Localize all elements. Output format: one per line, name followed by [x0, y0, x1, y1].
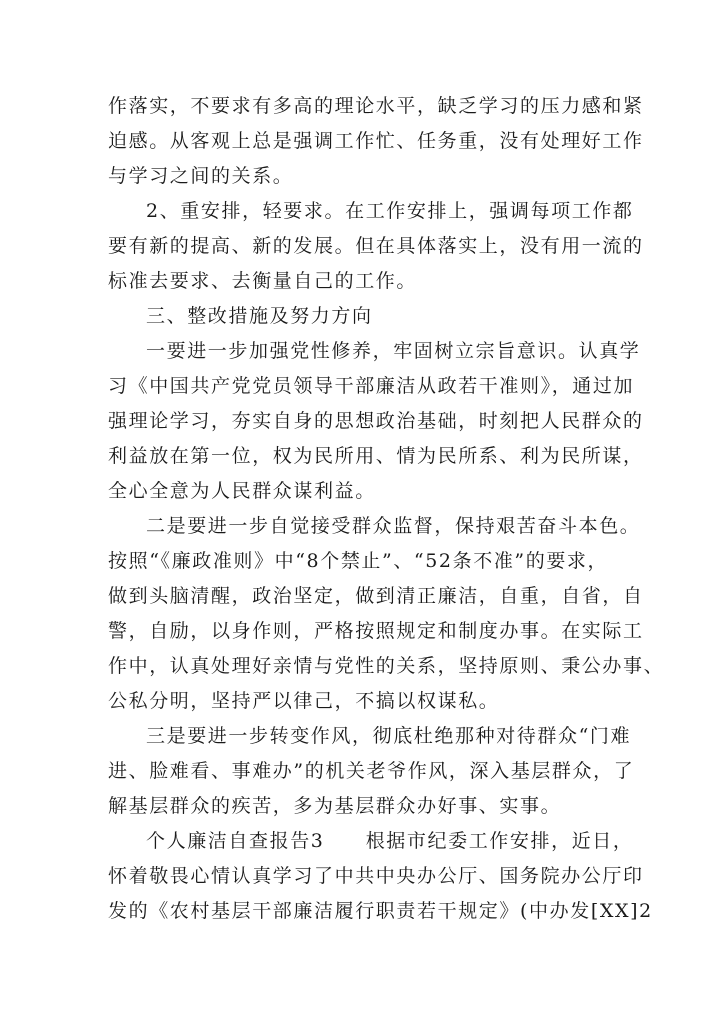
paragraph-line-10: 强理论学习，夯实自身的思想政治基础，时刻把人民群众的: [108, 410, 644, 432]
paragraph-line-5: 要有新的提高、新的发展。但在具体落实上，没有用一流的: [108, 235, 644, 257]
paragraph-line-21: 解基层群众的疾苦，多为基层群众办好事、实事。: [108, 795, 562, 817]
paragraph-line-22: 个人廉洁自查报告3 根据市纪委工作安排，近日，: [146, 830, 634, 852]
paragraph-line-1: 作落实，不要求有多高的理论水平，缺乏学习的压力感和紧: [108, 95, 644, 117]
document-body: [108, 89, 665, 929]
paragraph-line-23: 怀着敬畏心情认真学习了中共中央办公厅、国务院办公厅印: [108, 865, 644, 887]
paragraph-line-15: 做到头脑清醒，政治坚定，做到清正廉洁，自重，自省，自: [108, 585, 644, 607]
paragraph-line-20: 进、脸难看、事难办”的机关老爷作风，深入基层群众，了: [108, 760, 635, 782]
paragraph-line-24: 发的《农村基层干部廉洁履行职责若干规定》(中办发[XX]2: [108, 900, 653, 922]
paragraph-line-19: 三是要进一步转变作风，彻底杜绝那种对待群众“门难: [146, 725, 632, 747]
paragraph-line-8: 一要进一步加强党性修养，牢固树立宗旨意识。认真学: [146, 340, 641, 362]
paragraph-line-14: 按照“《廉政准则》中“8个禁止”、“52条不准”的要求，: [108, 550, 609, 572]
paragraph-line-3: 与学习之间的关系。: [108, 165, 294, 187]
paragraph-line-9: 习《中国共产党党员领导干部廉洁从政若干准则》，通过加: [108, 375, 635, 397]
paragraph-line-17: 作中，认真处理好亲情与党性的关系，坚持原则、秉公办事、: [108, 655, 665, 677]
paragraph-line-6: 标准去要求、去衡量自己的工作。: [108, 270, 418, 292]
paragraph-line-11: 利益放在第一位，权为民所用、情为民所系、利为民所谋，: [108, 445, 644, 467]
paragraph-line-4: 2、重安排，轻要求。在工作安排上，强调每项工作都: [146, 200, 634, 222]
paragraph-line-2: 迫感。从客观上总是强调工作忙、任务重，没有处理好工作: [108, 130, 644, 152]
section-heading: 三、整改措施及努力方向: [146, 305, 373, 327]
paragraph-line-16: 警，自励，以身作则，严格按照规定和制度办事。在实际工: [108, 620, 644, 642]
paragraph-line-12: 全心全意为人民群众谋利益。: [108, 480, 376, 502]
paragraph-line-13: 二是要进一步自觉接受群众监督，保持艰苦奋斗本色。: [146, 515, 641, 537]
paragraph-line-18: 公私分明，坚持严以律己，不搞以权谋私。: [108, 690, 500, 712]
